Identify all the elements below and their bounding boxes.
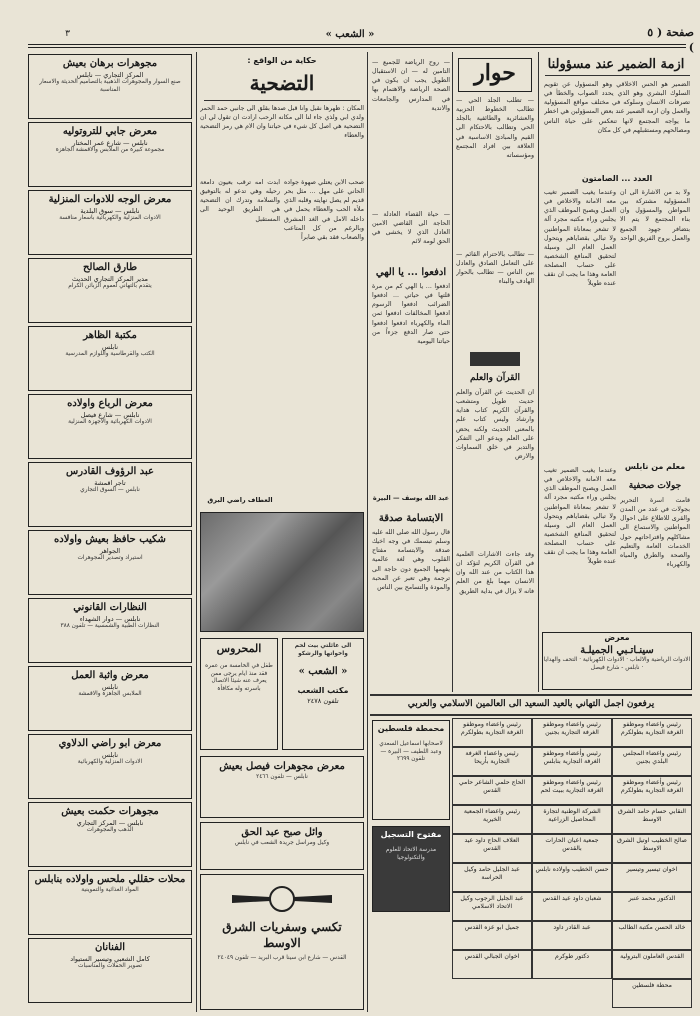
greeting-cell: رئيس واعضاء المجلس البلدي بجنين bbox=[612, 747, 692, 776]
ad-box bbox=[28, 190, 192, 255]
ad-body: نابلس — السوق التجاري bbox=[80, 487, 140, 494]
subscription-office: مكتب الشعب bbox=[297, 686, 349, 696]
ad-subtitle: كامل الشعبي وتيسير الستيواد bbox=[70, 954, 150, 963]
greeting-cell: محطة فلسطين bbox=[612, 979, 692, 1008]
header-rule bbox=[28, 44, 686, 45]
ad-subtitle: نابلس — شارع عمر المختار bbox=[72, 138, 148, 147]
ad-title: محلات حقللي ملحس واولاده بنابلس bbox=[34, 874, 186, 885]
ad-title: معرض جابي للتروتوليه bbox=[62, 126, 158, 137]
subscription-paper: « الشعب » bbox=[298, 665, 348, 677]
station-ad bbox=[372, 720, 450, 820]
ad-box bbox=[28, 394, 192, 459]
ad-body: الذهب والمجوهرات bbox=[86, 827, 134, 834]
ad-body: الادوات المنزلية والكهربائية bbox=[77, 759, 143, 766]
ad-subtitle: المركز التجاري — نابلس bbox=[76, 70, 144, 79]
col3-body-4: قال رسول الله صلى الله عليه وسلم تبسمك في وجه اخيك صدقة والابتسامة مفتاح القلوب وهي لغة عالمية يفهمها الجميع دون حاجة الى ترجمة وهي تعبر عن المحبة والمودة والتسامح بين الناس bbox=[372, 529, 450, 591]
greetings-grid bbox=[452, 718, 692, 1012]
greeting-cell: الدكتور محمد عنبر bbox=[612, 892, 692, 921]
ad-box bbox=[28, 666, 192, 731]
subscription-title: الى عائلتي بيت لحم واخواتها والرشكو bbox=[294, 643, 352, 657]
ad-box bbox=[28, 530, 192, 595]
ad-title: مكتبة الظاهر bbox=[83, 330, 137, 341]
col1-author: معلم من نابلس bbox=[624, 462, 686, 471]
col3-body: — روح الرياضة للجميع — التامين له — ان الاستقبال الطويل يجب ان يكون في الصحة الرياضة والاهتمام بها في المدارس والجامعات والاندية bbox=[372, 59, 450, 112]
col2-body: — تطلب الجلد الحي — تطالب الخطوط الحزبية والعشائرية والطائفية بالجلد الحي وتطالب بالاحتكام الى القيم والمبادئ الاساسية في العلاقة بين افراد المجتمع ومؤسساته bbox=[456, 97, 534, 159]
ad-title: معرض ابو راضي الدلاوي bbox=[58, 738, 162, 749]
ad-subtitle: تاجر اقمشة bbox=[94, 478, 126, 487]
col3-headline: ادفعوا ... يا الهي bbox=[375, 267, 447, 278]
quran-logo-block bbox=[470, 352, 520, 366]
ad-body: النظارات الطبية والشمسية — تلفون ٣٨٨ bbox=[60, 623, 160, 630]
exhibit-ad-body: الادوات الرياضية والالعاب · الادوات الكهربائية · التحف والهدايا · نابلس - شارع فيصل bbox=[543, 657, 691, 672]
wings-emblem-icon bbox=[227, 881, 337, 917]
greeting-cell: عبد الجليل حامد وكيل الحراسة bbox=[452, 863, 532, 892]
greeting-cell: جميل ابو عزه القدس bbox=[452, 921, 532, 950]
ad-title: شكيب حافظ بعيش واولاده bbox=[54, 534, 166, 545]
wanted-label: المحروس bbox=[216, 642, 262, 655]
greeting-cell: رئيس واعضاء وموظفو الغرفة التجارية ببيت لحم bbox=[532, 776, 612, 805]
taxi-ad-title: تكسي وسفريات الشرق الاوسط bbox=[222, 920, 342, 951]
greeting-cell: رئيس وأعضاء وموظفو الغرفة التجارية بنابلس bbox=[532, 747, 612, 776]
ad-box bbox=[28, 938, 192, 1003]
greeting-cell: الشركة الوطنية لتجارة المحاصيل الزراعية bbox=[532, 805, 612, 834]
registration-ad-title: مفتوح التسجيل bbox=[380, 830, 442, 839]
jewelry-ad bbox=[200, 756, 364, 818]
subscription-box bbox=[282, 638, 364, 750]
ad-box bbox=[28, 122, 192, 187]
column-rule bbox=[452, 52, 453, 692]
ad-subtitle: مدير المركز التجاري الحديث bbox=[71, 274, 149, 283]
ad-subtitle: نابلس bbox=[101, 342, 119, 351]
col1-subhead-2: جولات صحفية bbox=[628, 481, 682, 491]
ad-box bbox=[28, 870, 192, 935]
col1-body-3: ولا بد من الاشارة الى ان المسؤولية مشتركة بين المواطن والمسؤول وان بناء المجتمع لا يتم الا بتضافر جهود الجميع والعمل بروح الفريق الواحد bbox=[620, 189, 690, 242]
col1-body-4: قامت اسرة التحرير بجولات في عدد من المدن والقرى للاطلاع على احوال المواطنين والاستماع الى مشاكلهم واقتراحاتهم حول الخدمات العامة والتعليم والصحة والطرق والمياه والكهرباء bbox=[620, 497, 690, 568]
ad-box bbox=[28, 326, 192, 391]
ad-subtitle: نابلس — المركز التجاري bbox=[76, 818, 144, 827]
registration-ad bbox=[372, 826, 450, 912]
jewelry-ad-body: نابلس — تلفون ٢٤٦٦ bbox=[256, 773, 308, 780]
exhibit-ad-name: سينـاتـبي الجميلـة bbox=[580, 644, 654, 656]
divider bbox=[204, 100, 360, 101]
story-headline: التضحية bbox=[249, 71, 315, 95]
ad-title: عبد الرؤوف القادرس bbox=[66, 466, 154, 477]
quran-title: القرآن والعلم bbox=[470, 373, 520, 383]
agent-ad-body: وكيل ومراسل جريدة الشعب في نابلس bbox=[234, 839, 330, 846]
greeting-cell: رئيس واعضاء وموظفو الغرفة التجارية بجنين bbox=[532, 718, 612, 747]
banner-rule bbox=[370, 694, 692, 696]
ad-subtitle: نابلس bbox=[101, 750, 119, 759]
col1-headline: ازمة الضمير عند مسؤولنا bbox=[547, 57, 685, 72]
col3-signature: عبد الله يوسف — البيرة bbox=[372, 494, 450, 502]
ad-body: صنع السوار والمجوهرات الذهبية بالتصاميم الحديثة والاسعار المناسبة bbox=[39, 79, 181, 94]
station-ad-title: محمطة فلسطين bbox=[377, 724, 445, 733]
story-body-3: ابدت امه ترقب بعيون دامعة رحيله وهي تدعو له بالتوفيق والسلامة وتدرك ان التضحية هي الطريق الوحيد الى المستقبل bbox=[200, 179, 280, 223]
ad-body: تصوير الحفلات والمناسبات bbox=[78, 963, 142, 970]
greeting-cell: رئيس واعضاء الغرفة التجارية بأريحا bbox=[452, 747, 532, 776]
ad-body: يتقدم بالتهاني لعموم الزبائن الكرام bbox=[68, 283, 152, 290]
ad-body: الكتب والقرطاسية واللوازم المدرسية bbox=[65, 351, 155, 358]
col3-body-3: ادفعوا ... يا الهي كم من مرة قلتها في حياتي ... ادفعوا الضرائب ادفعوا الرسوم ادفعوا المخالفات ادفعوا ثمن الماء والكهرباء ادفعوا ادفعوا حتى صار الدفع جزءاً من حياتنا اليومية bbox=[372, 283, 450, 345]
taxi-ad-body: القدس — شارع ابن سينا قرب البريد — تلفون ٢٤٠٤٩ bbox=[217, 955, 347, 962]
ad-body: الادوات المنزلية والكهربائية باسعار منافسة bbox=[59, 215, 161, 222]
jewelry-ad-title: معرض مجوهرات فيصل بعيش bbox=[219, 761, 345, 772]
news-photo bbox=[200, 512, 364, 632]
ad-body: استيراد وتصدير المجوهرات bbox=[77, 555, 143, 562]
story-body-2: صحب الابن يعتلي صهوة جواده الحاني على مهل ... مثل بحر قديم لم يصل نهايته وقلبه الذي ملأه الحب والعطاء يحمل في داخله الامل في الغد المشرق وبالرغم من كل المتاعب والصعاب فقد بقي صابراً bbox=[284, 179, 364, 241]
col3-body-2: — حياة القضاء العادلة — الحاجة الى القاضي الامين العادل الذي لا يخشى في الحق لومة لائم bbox=[372, 211, 450, 246]
agent-ad bbox=[200, 822, 364, 870]
ad-subtitle: الجواهر bbox=[99, 546, 121, 555]
exhibit-ad-box bbox=[542, 632, 692, 690]
ad-title: مجوهرات برهان بعيش bbox=[62, 58, 158, 69]
greeting-cell: اخوان الجبالي القدس bbox=[452, 950, 532, 979]
hiwar-logo: حوار bbox=[474, 60, 516, 86]
greeting-cell: العلاف الحاج داود عيد القدس bbox=[452, 834, 532, 863]
ad-body: الملابس الجاهزة والاقمشة bbox=[78, 691, 142, 698]
col1-body: الضمير هو الحس الاخلاقي وهو المسؤول عن تقويم السلوك البشري وهو الذي يحدد الصواب والخطأ في تصرفات الانسان وسلوكه في مختلف مواقع المسؤولية والعمل وان ازمة الضمير عند بعض المسؤولين هي اخطر ما يواجه المجتمع لانها تنعكس على حياة الناس ومصالحهم ومستقبلهم في كل مكان bbox=[544, 81, 690, 134]
agent-ad-title: وائل صبح عبد الحق bbox=[241, 827, 323, 838]
ad-title: مجوهرات حكمت بعيش bbox=[61, 806, 159, 817]
ads-column bbox=[28, 54, 192, 1012]
registration-ad-body: مدرسة الاتحاد للعلوم والتكنولوجيا bbox=[385, 846, 437, 861]
column-rule bbox=[196, 52, 197, 1012]
story-signature: العطاف راضي البرق bbox=[207, 496, 273, 504]
ad-body: مجموعة كبيرة من الملابس والاقمشة الجاهزة bbox=[55, 147, 165, 154]
column-rule bbox=[367, 52, 368, 1012]
ad-title: معرض واثبة العمل bbox=[71, 670, 149, 681]
header-date: ٣ bbox=[65, 29, 70, 39]
ad-box bbox=[28, 258, 192, 323]
greeting-cell: صالح الخطيب اوتيل الشرق الاوسط bbox=[612, 834, 692, 863]
greeting-cell: عبد القادر داود bbox=[532, 921, 612, 950]
ad-subtitle: نابلس — شارع فيصل bbox=[80, 410, 140, 419]
exhibit-ad-title: معرض bbox=[604, 633, 630, 642]
greetings-banner: يرفعون اجمل التهاني بالعيد السعيد الى العالمين الاسلامي والعربي bbox=[407, 699, 655, 709]
ad-box bbox=[28, 462, 192, 527]
ad-title: معرض الرباع واولاده bbox=[67, 398, 153, 409]
greeting-cell: رئيس وأعضاء وموظفو الغرفة التجارية بطولكرم bbox=[612, 776, 692, 805]
ad-box bbox=[28, 598, 192, 663]
divider bbox=[545, 75, 690, 76]
ad-title: طارق الصالح bbox=[82, 262, 138, 273]
station-ad-body: لاصحابها اسماعيل السعدي وعبد اللطيف — البيرة — تلفون ٢٦٩٩ bbox=[379, 740, 443, 763]
col2-body-2: — تطالب بالاحترام القائم — على التعامل الصادق والعادل بين الناس — تطالب بالحوار الهادف والبناء bbox=[456, 251, 534, 286]
ad-body: المواد الغذائية والتموينية bbox=[81, 886, 139, 893]
greeting-cell: عبد الجليل الرجوب وكيل الاتحاد الاسلامي bbox=[452, 892, 532, 921]
col1-subhead: العدد ... الصامتون bbox=[581, 174, 653, 183]
greeting-cell: رئيس واعضاء وموظفو الغرفة التجارية بطولكرم bbox=[612, 718, 692, 747]
greeting-cell: رئيس واعضاء وموظفو الغرفة التجارية بطولكرم bbox=[452, 718, 532, 747]
greeting-cell: حسن الخطيب واولاده نابلس bbox=[532, 863, 612, 892]
ad-subtitle: نابلس — سوق البلدية bbox=[80, 206, 140, 215]
page-number: صفحة ( ٥ ) bbox=[647, 26, 694, 54]
subscription-phone: تلفون ٢٤٧٨ bbox=[307, 696, 339, 705]
ad-subtitle: نابلس — دوار الشهداء bbox=[79, 614, 141, 623]
ad-body: الادوات الكهربائية والاجهزة المنزلية bbox=[68, 419, 152, 426]
ad-box bbox=[28, 802, 192, 867]
greeting-cell: رئيس واعضاء الجمعية الخيرية bbox=[452, 805, 532, 834]
greeting-cell: النقابي حسام حامد الشرق الاوسط bbox=[612, 805, 692, 834]
ad-title: النظارات القانوني bbox=[73, 602, 147, 613]
greeting-cell: القدس العاملون البترولية bbox=[612, 950, 692, 979]
banner-rule bbox=[370, 714, 692, 716]
wanted-box bbox=[200, 638, 278, 750]
col3-headline-2: الابتسامة صدقة bbox=[378, 513, 444, 524]
ad-title: معرض الوجه للادوات المنزلية bbox=[48, 194, 172, 205]
greeting-cell: الحاج حلمي الشاعر حامي القدس bbox=[452, 776, 532, 805]
taxi-ad bbox=[200, 874, 364, 1010]
greeting-cell: خالد الحسن مكتبة الطالب bbox=[612, 921, 692, 950]
col1-body-5: وعندما يغيب الضمير تغيب معه الامانة والاخلاص في العمل ويصبح الموظف الذي يجلس وراء مكتبه مجرد آلة لا تشعر بمعاناة المواطنين ولا تبالي بقضاياهم ويتحول العمل العام الى وسيلة لتحقيق المنافع الشخصية على حساب المصلحة العامة وهذا ما يجب ان نقف عنده طويلاً bbox=[544, 467, 616, 566]
header-rule-2 bbox=[28, 47, 686, 48]
col2-body-3: ان الحديث عن القرآن والعلم حديث طويل ومتشعب والقرآن الكريم كتاب هداية وارشاد وليس كتاب علم بالمعنى الحديث ولكنه يحض على العلم ويدعو الى التفكر والتدبر في خلق السماوات والارض bbox=[456, 389, 534, 460]
column-rule bbox=[538, 52, 539, 692]
story-kicker: حكاية من الواقع : bbox=[247, 56, 317, 65]
col1-body-2: وعندما يغيب الضمير تغيب معه الامانة والاخلاص في العمل ويصبح الموظف الذي يجلس وراء مكتبه مجرد آلة لا تشعر بمعاناة المواطنين ولا تبالي بقضاياهم ويتحول العمل العام الى وسيلة لتحقيق المنافع الشخصية على حساب المصلحة العامة وهذا ما يجب ان نقف عنده طويلاً bbox=[544, 189, 616, 288]
paper-masthead: « الشعب » bbox=[325, 29, 375, 40]
ad-box bbox=[28, 54, 192, 119]
ad-box bbox=[28, 734, 192, 799]
col2-body-4: وقد جاءت الاشارات العلمية في القرآن الكريم لتؤكد ان هذا الكتاب من عند الله وان الانسان مهما بلغ من العلم فانه لا يزال في بداية الطريق bbox=[456, 551, 534, 595]
ad-title: الفنانان bbox=[94, 942, 126, 953]
story-body: المكان : ظهرها نقبل وانا قبل صدها بقلق الى جانبي حمد الحمر ولدي ابي ولذي جاء لنا الى مكانه الرحب ارادت ان تقول لي ان التضحية هي اصل كل شيء في حياتنا وان الام هي رمز التضحية والعطاء bbox=[200, 105, 364, 140]
hiwar-logo-box bbox=[458, 58, 532, 92]
ad-subtitle: نابلس bbox=[101, 682, 119, 691]
greeting-cell: جمعية اعيان الحارات بالقدس bbox=[532, 834, 612, 863]
greeting-cell: شعبان داود عيد القدس bbox=[532, 892, 612, 921]
greeting-cell: اخوان تيسير وتيسير bbox=[612, 863, 692, 892]
greeting-cell: دكتور طوكرم bbox=[532, 950, 612, 979]
wanted-body: طفل في الخامسة من عمره فقد منذ ايام يرجى ممن يعرف عنه شيئاً الاتصال باسرته وله مكافأة bbox=[205, 662, 273, 693]
